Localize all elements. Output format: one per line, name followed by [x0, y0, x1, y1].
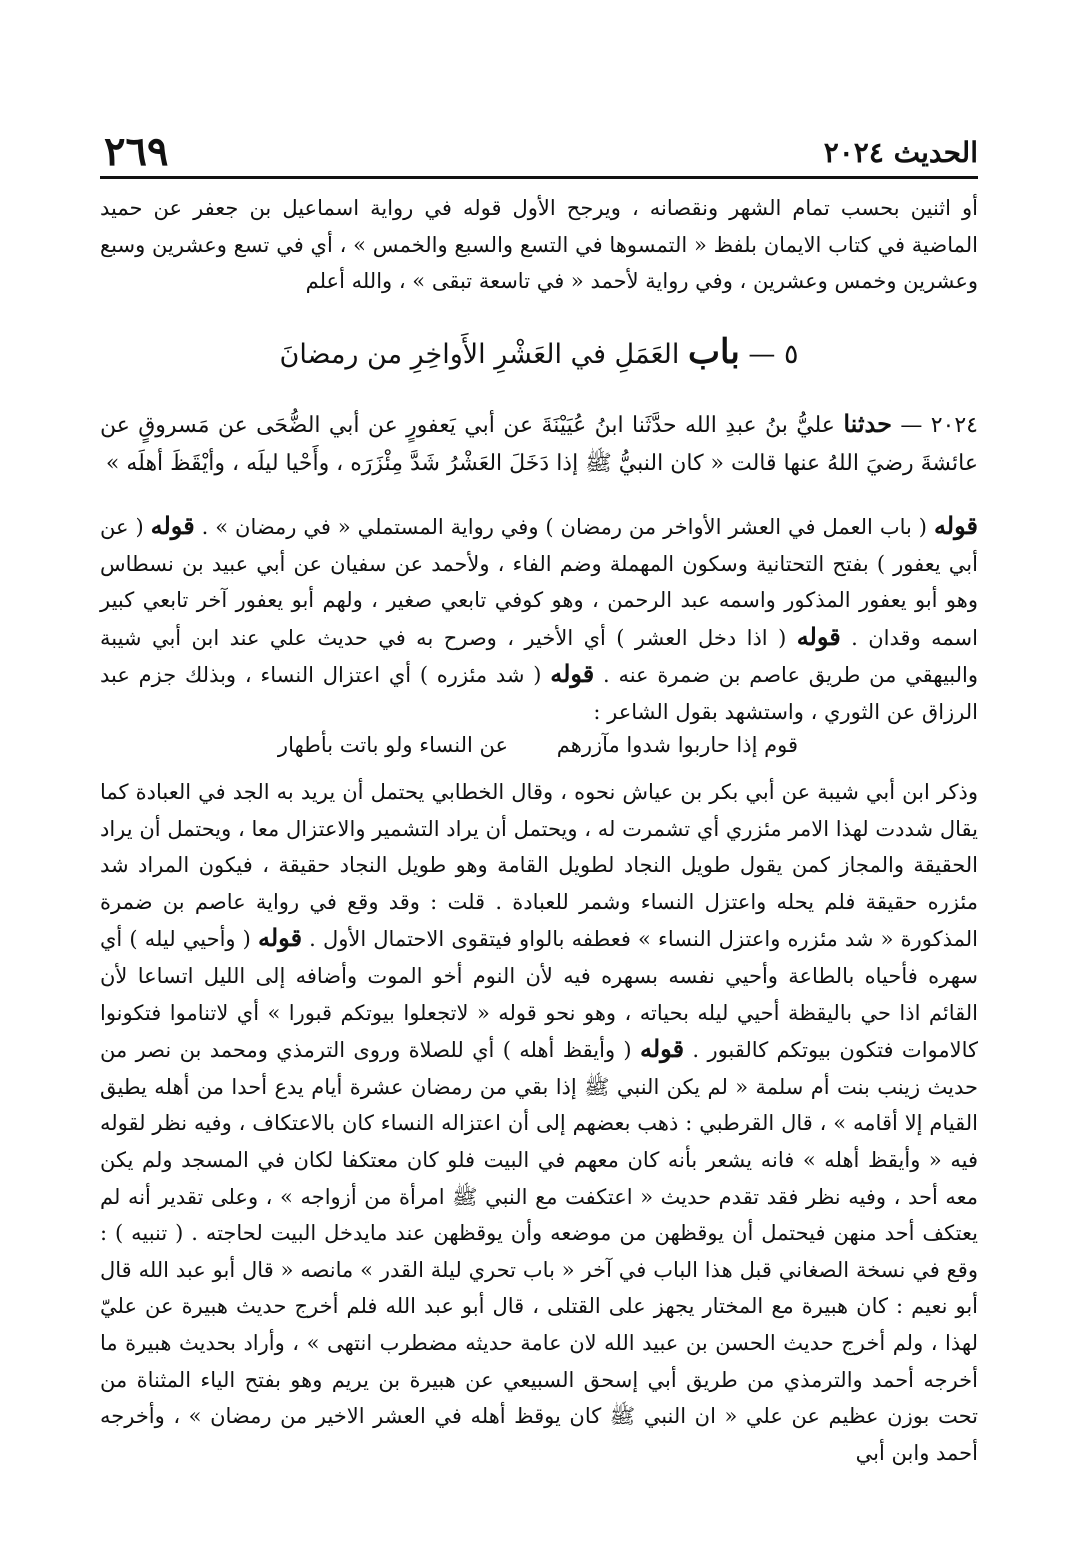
- commentary-keyword: قوله: [550, 659, 595, 688]
- chapter-title: العَمَلِ في العَشْرِ الأَواخِرِ من رمضانَ: [279, 339, 680, 370]
- verse-second-hemistich: عن النساء ولو باتت بأطهار: [277, 733, 508, 757]
- chapter-number: ٥ —: [748, 339, 799, 370]
- running-head: الحديث ٢٠٢٤: [823, 136, 978, 169]
- commentary-segment: ( عن أبي يعفور ) بفتح التحتانية وسكون المهملة وضم الفاء ، ولأحمد عن سفيان عن أبي عبيد بن نسطاس وهو أبو يعفور المذكور واسمه عبد الرحمن ، وهو كوفي تابعي صغير ، ولهم أبو يعفور آخر تابعي كبير اسمه وقدان .: [100, 515, 978, 650]
- commentary-segment: ( اذا دخل العشر ) أي الأخير ، وصرح به في حديث علي عند ابن أبي شيبة والبيهقي من طريق عاصم بن ضمرة عنه .: [100, 625, 978, 687]
- hadith-body: عليُّ بنُ عبدِ الله حدَّثَنا ابنُ عُيَيْنَةَ عن أبي يَعفورٍ عن أبي الضُّحَى عن مَسروقٍ عن عائشةَ رضيَ اللهُ عنها قالت « كان النبيُّ ﷺ إذا دَخَلَ العَشْرُ شَدَّ مِئْزَرَه ، وأَحْيا ليلَه ، وأيْقَظَ أهلَه »: [100, 413, 978, 476]
- intro-paragraph: أو اثنين بحسب تمام الشهر ونقصانه ، ويرجح الأول قوله في رواية اسماعيل بن جعفر عن حميد الماضية في كتاب الايمان بلفظ « التمسوها في التسع والسبع والخمس » ، أي في تسع وعشرين وسبع وعشرين وخمس وعشرين ، وفي رواية لأحمد « في تاسعة تبقى » ، والله أعلم: [100, 196, 978, 293]
- header-rule: [100, 176, 978, 179]
- chapter-word: باب: [687, 332, 740, 372]
- commentary-keyword: قوله: [257, 923, 303, 953]
- hadith-keyword: حدثنا: [843, 409, 892, 438]
- commentary-keyword: قوله: [796, 621, 841, 651]
- commentary-keyword: قوله: [933, 511, 978, 540]
- commentary-segment: وذكر ابن أبي شيبة عن أبي بكر بن عياش نحوه ، وقال الخطابي يحتمل أن يريد به الجد في العبادة كما يقال شددت لهذا الامر مئزري أي تشمرت له ، ويحتمل أن يراد التشمير والاعتزال معا ، ويحتمل أن يراد الحقيقة والمجاز كمن يقول طويل النجاد لطويل القامة وهو طويل النجاد حقيقة ، فيكون المراد شد مئزره حقيقة فلم يحله واعتزل النساء وشمر للعبادة . قلت : وقد وقع في رواية عاصم بن ضمرة المذكورة « شد مئزره واعتزل النساء » فعطفه بالواو فيتقوى الاحتمال الأول .: [100, 780, 978, 952]
- commentary-continuation: [100, 774, 978, 1471]
- commentary-segment: ( وأيقظ أهله ) أي للصلاة وروى الترمذي ومحمد بن نصر من حديث زينب بنت أم سلمة « لم يكن النبي ﷺ إذا بقي من رمضان عشرة أيام يدع أحدا من أهله يطيق القيام إلا أقامه » ، قال القرطبي : ذهب بعضهم إلى أن اعتزاله النساء كان بالاعتكاف ، وفيه نظر لقوله فيه « وأيقظ أهله » فانه يشعر بأنه كان معهم في البيت فلو كان معتكفا لكان في المسجد ولم يكن معه أحد ، وفيه نظر فقد تقدم حديث « اعتكفت مع النبي ﷺ امرأة من أزواجه » ، وعلى تقدير أنه لم يعتكف أحد منهن فيحتمل أن يوقظهن من موضعه وأن يوقظهن عند مايدخل البيت لحاجته . ( تنبيه ) : وقع في نسخة الصغاني قبل هذا الباب في آخر « باب تحري ليلة القدر » مانصه « قال أبو عبد الله قال أبو نعيم : كان هبيرة مع المختار يجهز على القتلى ، قال أبو عبد الله فلم أخرج حديث هبيرة عن عليّ لهذا ، ولم أخرج حديث الحسن بن عبيد الله لان عامة حديثه مضطرب انتهى » ، وأراد بحديث هبيرة ما أخرجه أحمد والترمذي من طريق أبي إسحق السبيعي عن هبيرة بن يريم وهو بفتح الياء المثناة من تحت بوزن عظيم عن علي « ان النبي ﷺ كان يوقظ أهله في العشر الاخير من رمضان » ، وأخرجه أحمد وابن أبي: [100, 1038, 978, 1465]
- poetry-verse: [100, 733, 978, 769]
- chapter-heading: [100, 330, 978, 377]
- commentary-segment: ( وأحيي ليله ) أي سهره فأحياه بالطاعة وأحيي نفسه بسهره فيه لأن النوم أخو الموت وأضافه إلى الليل اتساعا لأن القائم اذا حي باليقظة أحيي ليله بحياته ، وهو نحو قوله « لاتجعلوا بيوتكم قبورا » أي لاتناموا فتكونوا كالاموات فتكون بيوتكم كالقبور .: [100, 927, 979, 1063]
- page-number: ٢٦٩: [104, 128, 169, 175]
- hadith-text: [100, 405, 978, 483]
- commentary-keyword: قوله: [640, 1034, 685, 1064]
- page-header: [100, 128, 978, 176]
- commentary-paragraph: [100, 508, 978, 730]
- hadith-number: ٢٠٢٤ —: [900, 413, 978, 438]
- commentary-keyword: قوله: [150, 511, 195, 540]
- verse-first-hemistich: قوم إذا حاربوا شدوا مآزرهم: [556, 733, 798, 757]
- commentary-segment: ( شد مئزره ) أي اعتزال النساء ، وبذلك جزم عبد الرزاق عن الثوري ، واستشهد بقول الشاعر :: [100, 663, 978, 724]
- commentary-segment: ( باب العمل في العشر الأواخر من رمضان ) وفي رواية المستملي « في رمضان » .: [201, 515, 927, 539]
